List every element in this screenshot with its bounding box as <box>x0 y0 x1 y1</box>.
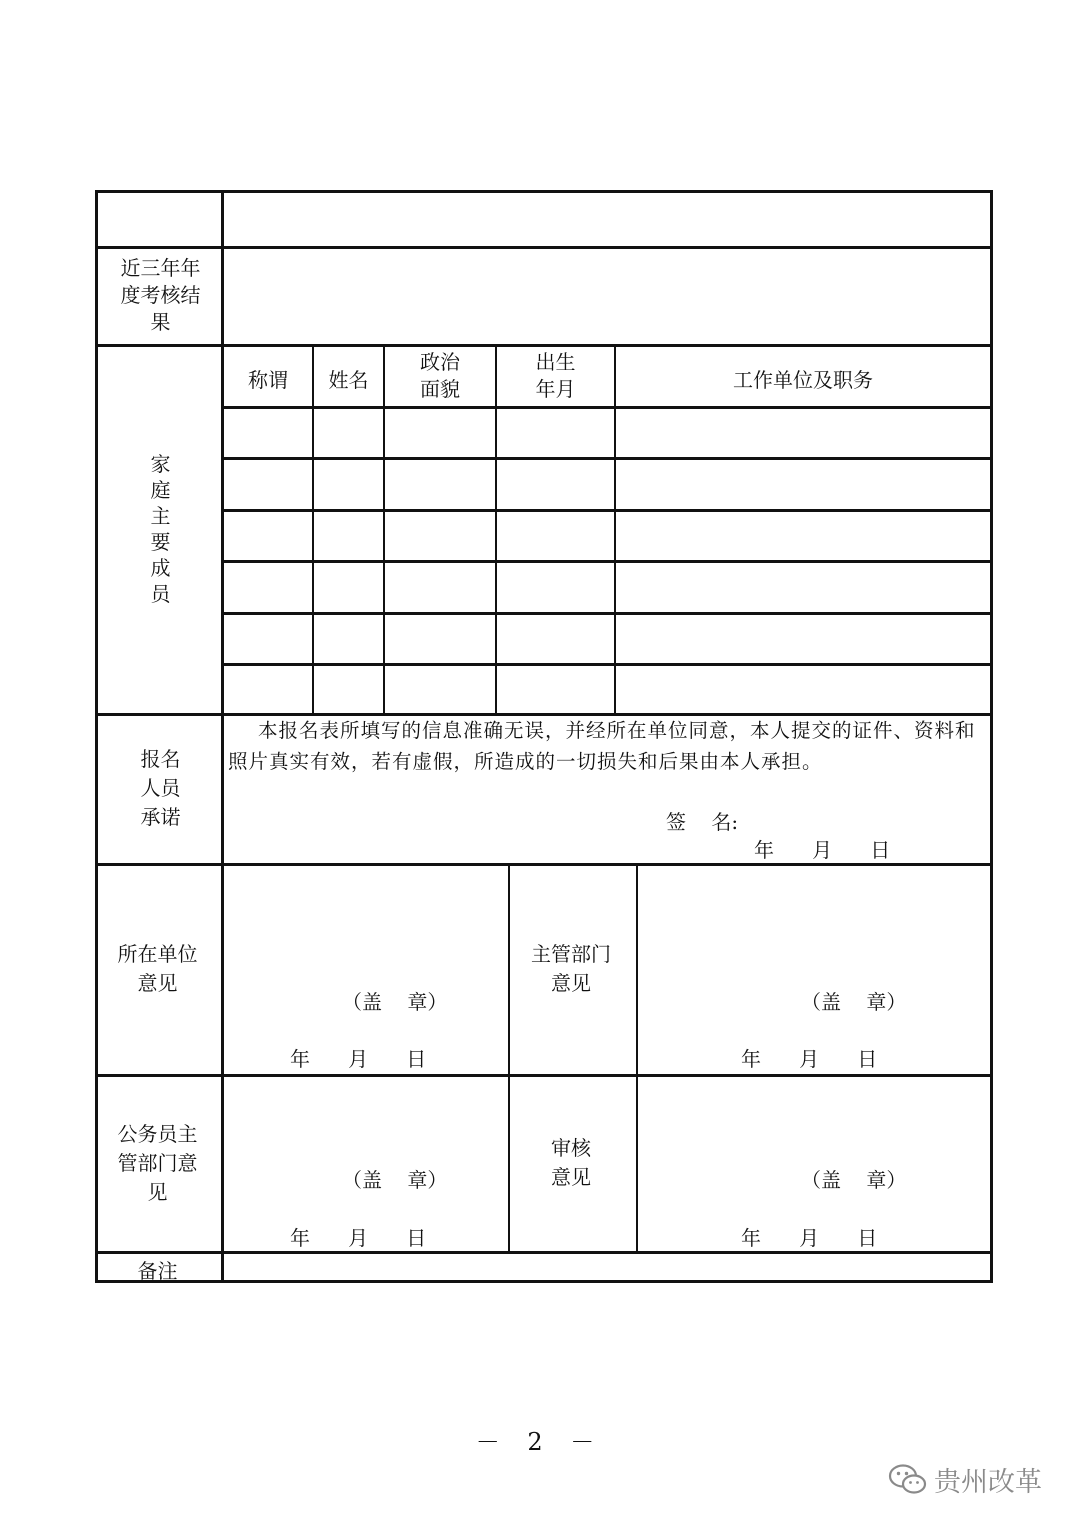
unit-date: 年 月 日 <box>290 1047 427 1071</box>
top-row-label <box>98 193 223 246</box>
signature-label: 签 名: <box>666 810 739 834</box>
header-political-status: 政治 面貌 <box>420 350 460 401</box>
dept-seal-label: （盖 章） <box>801 990 907 1014</box>
header-birth-date: 出生 年月 <box>535 350 576 401</box>
remarks-label: 备注 <box>137 1259 178 1283</box>
family-row[interactable] <box>224 409 990 457</box>
civil-date: 年 月 日 <box>290 1226 427 1250</box>
unit-opinion-label: 所在单位 意见 <box>117 942 198 995</box>
row-divider <box>98 863 990 866</box>
pledge-date: 年 月 日 <box>754 838 891 862</box>
dept-opinion-label: 主管部门 意见 <box>531 942 611 995</box>
family-row[interactable] <box>224 460 990 509</box>
assessment-label: 近三年年 度考核结 果 <box>120 255 201 334</box>
dept-date: 年 月 日 <box>741 1047 878 1071</box>
pledge-label: 报名 人员 承诺 <box>140 746 181 829</box>
watermark-text: 贵州改革 <box>934 1467 1042 1498</box>
review-date: 年 月 日 <box>741 1226 878 1250</box>
family-row[interactable] <box>224 563 990 612</box>
row-divider <box>98 344 990 347</box>
source-watermark <box>888 1460 1042 1499</box>
row-divider <box>98 1074 990 1077</box>
unit-seal-label: （盖 章） <box>342 990 448 1014</box>
review-seal-label: （盖 章） <box>801 1168 907 1192</box>
column-divider <box>636 863 638 1251</box>
pledge-statement: 本报名表所填写的信息准确无误，并经所在单位同意，本人提交的证件、资料和照片真实有效，若有虚假，所造成的一切损失和后果由本人承担。 <box>228 719 976 773</box>
review-opinion-label: 审核 意见 <box>551 1136 591 1189</box>
header-name: 姓名 <box>328 368 369 392</box>
family-row[interactable] <box>224 512 990 560</box>
remarks-field[interactable] <box>222 1253 990 1280</box>
header-employer-position: 工作单位及职务 <box>733 368 873 392</box>
assessment-field[interactable] <box>224 249 990 344</box>
civil-seal-label: （盖 章） <box>342 1168 448 1192</box>
civil-service-opinion-label: 公务员主 管部门意 见 <box>117 1122 198 1204</box>
family-members-label: 家 庭 主 要 成 员 <box>150 451 171 606</box>
page-number: － 2 － <box>475 1428 605 1456</box>
wechat-icon <box>888 1463 928 1497</box>
family-row[interactable] <box>224 666 990 713</box>
column-divider <box>508 863 510 1251</box>
header-relation: 称谓 <box>248 368 288 392</box>
family-row[interactable] <box>224 615 990 663</box>
